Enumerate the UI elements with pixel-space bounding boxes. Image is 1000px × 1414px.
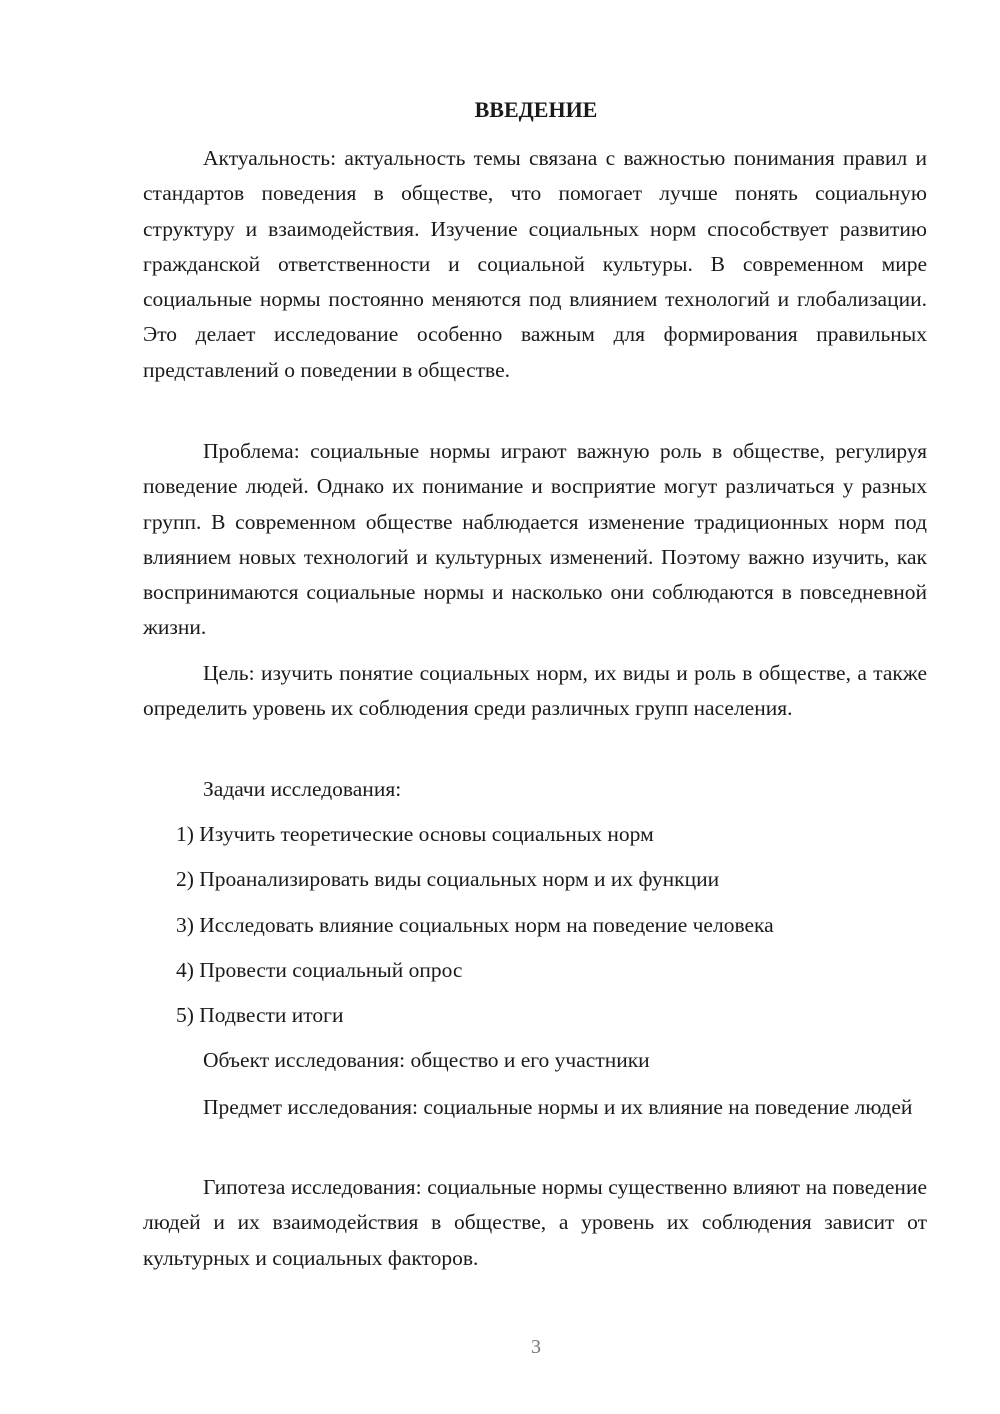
tasks-heading: Задачи исследования: [203, 777, 402, 801]
relevance-paragraph: Актуальность: актуальность темы связана с важностью понимания правил и стандартов поведения в обществе, что помогает лучше понять социальную структуру и взаимодействия. Изучение социальных норм способствует развитию гражданской ответственности и социальной культуры. В современном мире социальные нормы постоянно меняются под влиянием технологий и глобализации. Это делает исследование особенно важным для формирования правильных представлений о поведении в обществе. [143, 146, 927, 382]
page-number: 3 [531, 1336, 541, 1358]
object-paragraph: Объект исследования: общество и его участники [203, 1048, 650, 1072]
subject-paragraph: Предмет исследования: социальные нормы и их влияние на поведение людей [203, 1095, 913, 1119]
goal-paragraph: Цель: изучить понятие социальных норм, их виды и роль в обществе, а также определить уровень их соблюдения среди различных групп населения. [143, 661, 927, 721]
list-item: 1) Изучить теоретические основы социальных норм [176, 822, 654, 846]
list-item: 3) Исследовать влияние социальных норм на поведение человека [176, 913, 774, 937]
list-item: 5) Подвести итоги [176, 1003, 344, 1027]
list-item: 4) Провести социальный опрос [176, 958, 463, 982]
section-title: ВВЕДЕНИЕ [474, 97, 598, 122]
problem-paragraph: Проблема: социальные нормы играют важную роль в обществе, регулируя поведение людей. Однако их понимание и восприятие могут различаться у разных групп. В современном обществе наблюдается изменение традиционных норм под влиянием новых технологий и культурных изменений. Поэтому важно изучить, как воспринимаются социальные нормы и насколько они соблюдаются в повседневной жизни. [143, 439, 927, 640]
hypothesis-paragraph: Гипотеза исследования: социальные нормы существенно влияют на поведение людей и их взаимодействия в обществе, а уровень их соблюдения зависит от культурных и социальных факторов. [143, 1175, 927, 1270]
list-item: 2) Проанализировать виды социальных норм и их функции [176, 867, 720, 891]
